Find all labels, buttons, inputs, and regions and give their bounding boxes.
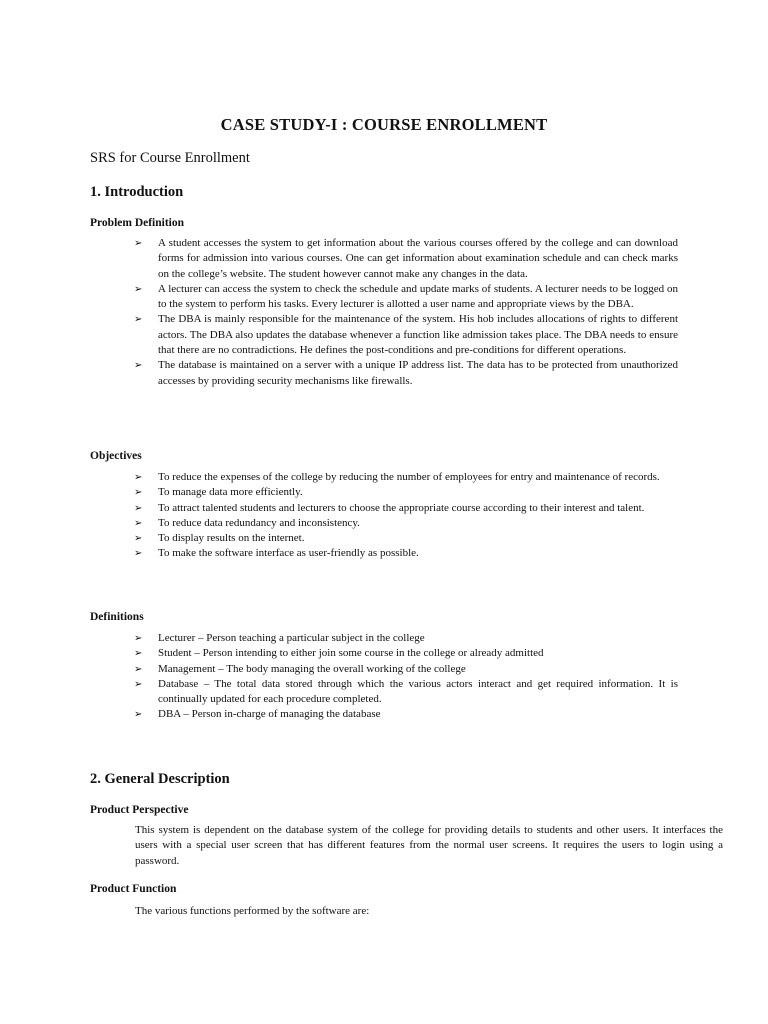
arrow-bullet-icon: ➢ <box>134 360 143 372</box>
list-item: ➢ The database is maintained on a server with a unique IP address list. The data has to be protected from unauthorized accesses by providing security mechanisms like firewalls. <box>134 359 678 387</box>
list-item: ➢ Student – Person intending to either join some course in the college or already admitted <box>90 646 678 661</box>
problem-definition-heading: Problem Definition <box>90 217 185 229</box>
arrow-bullet-icon: ➢ <box>134 533 143 545</box>
arrow-bullet-icon: ➢ <box>134 502 143 514</box>
list-item: ➢ A student accesses the system to get information about the various courses offered by the college and can download forms for admission into various courses. One can get information about examination schedule and can check marks on the college’s website. The student however cannot make any changes in the data. <box>134 237 678 280</box>
problem-definition-list <box>90 236 678 389</box>
definitions-list <box>90 631 678 723</box>
list-item: ➢ To attract talented students and lecturers to choose the appropriate course according to their interest and talent. <box>90 501 678 516</box>
product-perspective-heading: Product Perspective <box>90 804 189 816</box>
arrow-bullet-icon: ➢ <box>134 633 143 644</box>
list-item: ➢ Management – The body managing the overall working of the college <box>90 662 678 677</box>
arrow-bullet-icon: ➢ <box>134 238 143 249</box>
document-title: CASE STUDY-I : COURSE ENROLLMENT <box>220 115 548 134</box>
objectives-list <box>90 470 678 562</box>
arrow-bullet-icon: ➢ <box>134 487 143 499</box>
list-item: ➢ To make the software interface as user-friendly as possible. <box>90 546 678 561</box>
arrow-bullet-icon: ➢ <box>134 663 143 675</box>
section-general-description-heading: 2. General Description <box>90 771 230 787</box>
list-item: ➢ DBA – Person in-charge of managing the database <box>90 707 678 722</box>
arrow-bullet-icon: ➢ <box>134 648 143 660</box>
product-function-text: The various functions performed by the software are: <box>135 905 370 917</box>
definitions-heading: Definitions <box>90 611 144 623</box>
arrow-bullet-icon: ➢ <box>134 709 143 721</box>
product-perspective-text: This system is dependent on the database system of the college for providing details to students and other users. It interfaces the users with a special user screen that has different features from the normal user screens. It requires the users to login using a password. <box>135 824 723 867</box>
arrow-bullet-icon: ➢ <box>134 283 143 295</box>
list-item: ➢ Lecturer – Person teaching a particular subject in the college <box>90 631 678 646</box>
arrow-bullet-icon: ➢ <box>134 517 143 529</box>
list-item: ➢ A lecturer can access the system to check the schedule and update marks of students. A lecturer needs to be logged on to the system to perform his tasks. Every lecturer is allotted a user name and appropriate views by the DBA. <box>134 282 678 311</box>
list-item: ➢ To display results on the internet. <box>90 531 678 546</box>
arrow-bullet-icon: ➢ <box>134 548 143 560</box>
arrow-bullet-icon: ➢ <box>134 678 143 690</box>
arrow-bullet-icon: ➢ <box>134 314 143 326</box>
product-function-heading: Product Function <box>90 883 177 895</box>
srs-heading: SRS for Course Enrollment <box>90 150 250 166</box>
objectives-heading: Objectives <box>90 450 142 462</box>
list-item: ➢ To manage data more efficiently. <box>90 485 678 500</box>
list-item: ➢ To reduce the expenses of the college by reducing the number of employees for entry and maintenance of records. <box>90 470 678 485</box>
list-item: ➢ To reduce data redundancy and inconsistency. <box>90 516 678 531</box>
list-item: ➢ The DBA is mainly responsible for the maintenance of the system. His hob includes allocations of rights to different actors. The DBA also updates the database whenever a function like admission takes place. The DBA needs to ensure that there are no contradictions. He defines the post-conditions and pre-conditions for different operations. <box>134 313 678 357</box>
arrow-bullet-icon: ➢ <box>134 472 143 483</box>
section-introduction-heading: 1. Introduction <box>90 184 184 200</box>
list-item: ➢ Database – The total data stored through which the various actors interact and get required information. It is continually updated for each procedure completed. <box>134 677 678 706</box>
